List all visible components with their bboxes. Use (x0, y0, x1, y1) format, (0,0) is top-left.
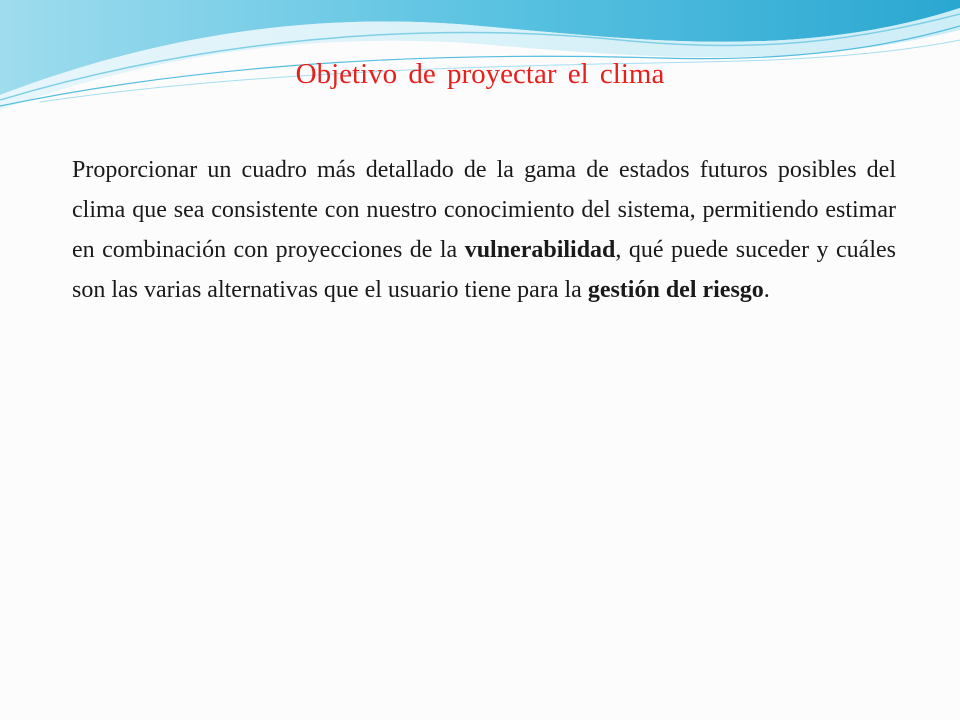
body-text-part1: Proporcionar un cuadro más detallado de la gama de estados futuros posibles del clima que sea consistente con nuestro conocimiento del sistema, permitiendo estimar en combinación con proyecciones de la (72, 157, 896, 263)
body-text-part3: . (763, 277, 770, 303)
slide-title: Objetivo de proyectar el clima (295, 58, 665, 90)
body-text-part2: , qué puede suceder y cuáles son las varias alternativas que el usuario tiene para la (72, 237, 896, 303)
body-bold-gestion-riesgo: gestión del riesgo (587, 277, 764, 303)
body-bold-vulnerabilidad: vulnerabilidad (464, 237, 616, 263)
body-paragraph (72, 150, 896, 310)
